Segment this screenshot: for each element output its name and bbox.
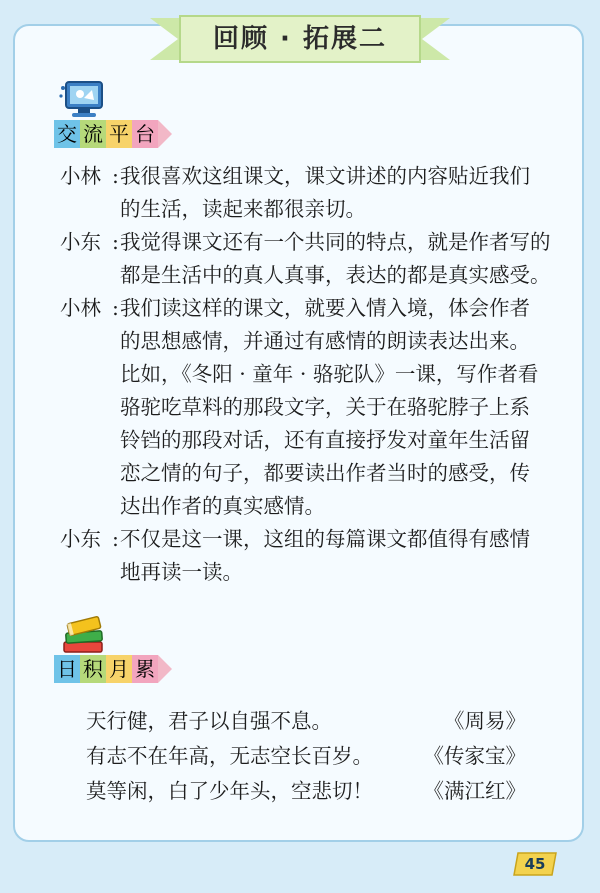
dialogue-line: 我觉得课文还有一个共同的特点，就是作者写的 — [120, 230, 551, 254]
dialogue-entry: 小林 : 我很喜欢这组课文，课文讲述的内容贴近我们 的生活，读起来都很亲切。 — [60, 160, 550, 226]
tag-arrow — [158, 655, 172, 683]
section-tag-accumulate — [54, 655, 172, 683]
books-icon — [60, 612, 108, 660]
dialogue-line: 恋之情的句子，都要读出作者当时的感受，传 — [120, 461, 530, 485]
tag-char: 积 — [80, 655, 106, 683]
tag-arrow — [158, 120, 172, 148]
page-title: 回顾 · 拓展二 — [213, 24, 387, 54]
dialogue-line: 的生活，读起来都很亲切。 — [120, 197, 366, 221]
tag-char: 平 — [106, 120, 132, 148]
dialogue-line: 骆驼吃草料的那段文字，关于在骆驼脖子上系 — [120, 395, 530, 419]
dialogue-line: 达出作者的真实感情。 — [120, 494, 325, 518]
dialogue-line: 我们读这样的课文，就要入情入境，体会作者 — [120, 296, 530, 320]
title-banner — [150, 14, 450, 64]
quote-row — [86, 739, 526, 774]
tag-char: 月 — [106, 655, 132, 683]
tag-char: 累 — [132, 655, 158, 683]
quote-text: 天行健，君子以自强不息。 — [86, 709, 332, 733]
dialogue-line: 铃铛的那段对话，还有直接抒发对童年生活留 — [120, 428, 530, 452]
dialogue-line: 地再读一读。 — [120, 560, 243, 584]
speaker-name: 小东 — [60, 527, 101, 551]
tag-char: 台 — [132, 120, 158, 148]
dialogue-entry: 小林 : 我们读这样的课文，就要入情入境，体会作者 的思想感情，并通过有感情的朗读表达出来。 比如，《冬阳 · 童年 · 骆驼队》一课，写作者看 骆驼吃草料的那段文字，关于在骆驼脖子上系 铃铛的那段对话，还有直接抒发对童年生活留 恋之情的句子，都要读出作者当时的感受，传 达出作者的真实感情。 — [60, 292, 550, 523]
quote-row — [86, 774, 526, 809]
computer-icon — [58, 78, 108, 124]
speaker-name: 小林 — [60, 296, 101, 320]
quote-source: 《传家宝》 — [423, 744, 526, 768]
dialogue-line: 我很喜欢这组课文，课文讲述的内容贴近我们 — [120, 164, 530, 188]
tag-char: 日 — [54, 655, 80, 683]
dialogue — [60, 160, 550, 589]
dialogue-line: 的思想感情，并通过有感情的朗读表达出来。 — [120, 329, 530, 353]
dialogue-entry: 小东 : 我觉得课文还有一个共同的特点，就是作者写的 都是生活中的真人真事，表达的都是真实感受。 — [60, 226, 550, 292]
quote-text: 有志不在年高，无志空长百岁。 — [86, 744, 373, 768]
dialogue-entry: 小东 : 不仅是这一课，这组的每篇课文都值得有感情 地再读一读。 — [60, 523, 550, 589]
quote-text: 莫等闲，白了少年头，空悲切！ — [86, 779, 373, 803]
tag-char: 流 — [80, 120, 106, 148]
section-tag-exchange — [54, 120, 172, 148]
quotes-list — [86, 704, 526, 809]
quote-row — [86, 704, 526, 739]
tag-char: 交 — [54, 120, 80, 148]
dialogue-line: 比如，《冬阳 · 童年 · 骆驼队》一课，写作者看 — [120, 362, 539, 386]
speaker-name: 小东 — [60, 230, 101, 254]
speaker-name: 小林 — [60, 164, 101, 188]
dialogue-line: 不仅是这一课，这组的每篇课文都值得有感情 — [120, 527, 530, 551]
page-number: 45 — [524, 855, 546, 873]
dialogue-line: 都是生活中的真人真事，表达的都是真实感受。 — [120, 263, 551, 287]
quote-source: 《满江红》 — [423, 779, 526, 803]
page-number-badge — [512, 851, 558, 877]
quote-source: 《周易》 — [444, 709, 526, 733]
